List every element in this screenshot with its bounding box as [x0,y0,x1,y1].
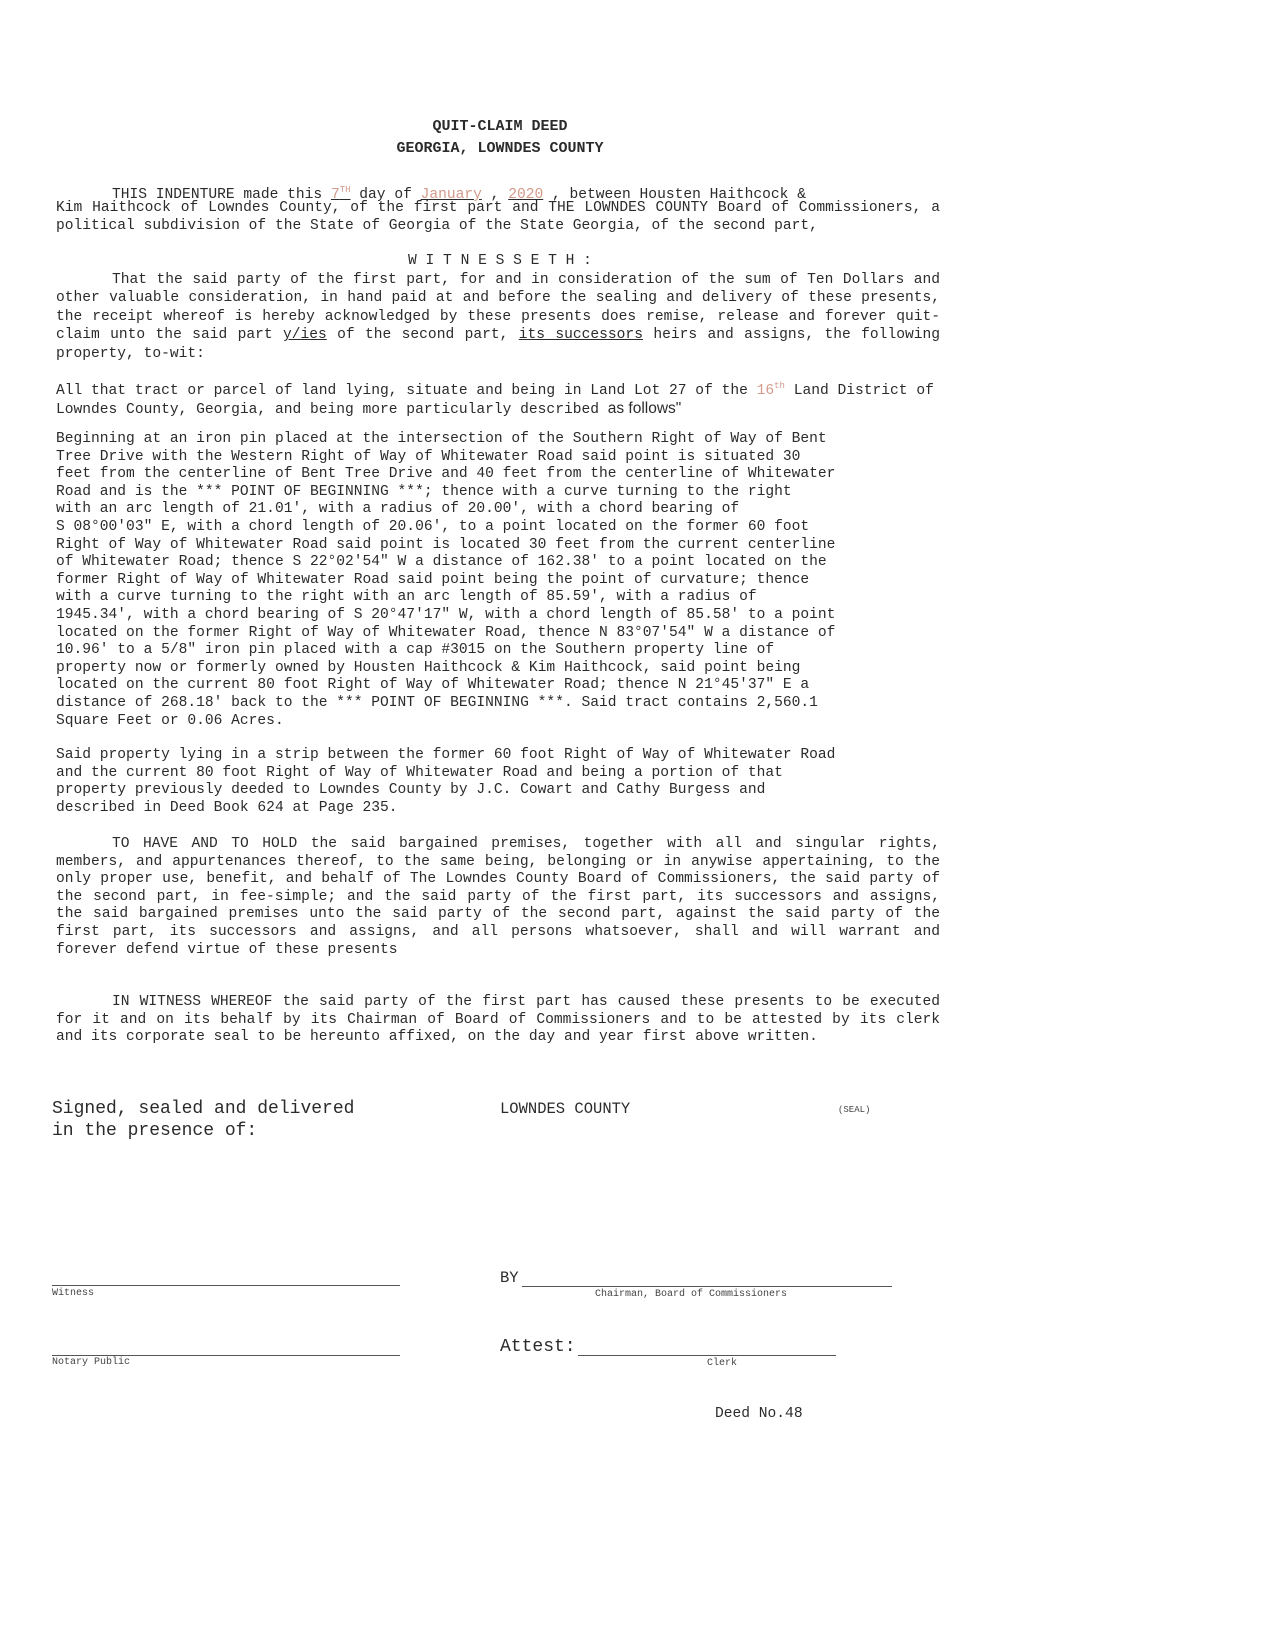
indenture-text-4: , between Housten Haithcock & [543,186,806,203]
seal-label: (SEAL) [838,1105,871,1115]
county-name: LOWNDES COUNTY [500,1100,631,1118]
year-fill: 2020 [508,186,544,203]
party-fill: y/ies [282,327,327,344]
indenture-continuation: Kim Haithcock of Lowndes County, of the first part and THE LOWNDES COUNTY Board of Commissioners, a political subdivision of the State of Georgia of the State Georgia, of the second part, [56,200,949,235]
signed-sealed-line1: Signed, sealed and delivered [52,1099,355,1119]
indenture-text-1: THIS INDENTURE made this [112,186,331,203]
indenture-text-3: , [481,186,509,203]
witness-signature-line [52,1285,400,1286]
signed-sealed-line2: in the presence of: [52,1121,258,1141]
district-sup: th [774,381,785,391]
chairman-signature-line [522,1286,892,1287]
tract-text-1: All that tract or parcel of land lying, situate and being in Land Lot 27 of the [56,382,757,399]
by-label: BY [500,1269,519,1287]
deed-number: Deed No.48 [715,1406,803,1422]
notary-caption: Notary Public [52,1357,131,1368]
consideration-text: That the said party of the first part, for and in consideration of the sum of Ten Dollars and other valuable consideration, in hand paid at and before the sealing and delivery of these presents, the receipt whereof is hereby acknowledged by these presents does remise, release and forever quit-claim unto the said part [56,272,949,344]
clerk-signature-line [578,1355,836,1356]
habendum-paragraph: TO HAVE AND TO HOLD the said bargained premises, together with all and singular rights, members, and appurtenances thereof, to the same being, belonging or in anywise appertaining, to the only proper use, benefit, and behalf of The Lowndes County Board of Commissioners, the said party of the second part, in fee-simple; and the said party of the first part, its successors and assigns, the said bargained premises unto the said party of the second part, against the said party of the first part, its successors and assigns, and all persons whatsoever, shall and will warrant and forever defend virtue of these presents [56,836,949,958]
strip-paragraph: Said property lying in a strip between the former 60 foot Right of Way of Whitewater Road and the current 80 foot Right of Way of Whitewater Road and being a portion of that property previously deeded to Lowndes County by J.C. Cowart and Cathy Burgess and described in Deed Book 624 at Page 235. [56,747,836,816]
district-fill: 16 [756,382,775,399]
chairman-caption: Chairman, Board of Commissioners [595,1289,788,1300]
day-sup: TH [339,185,351,195]
successors-fill: its successors [518,327,643,344]
witness-caption: Witness [52,1288,95,1299]
month-fill: January [420,186,482,203]
indenture-text-2: day of [350,186,421,203]
clerk-caption: Clerk [707,1358,738,1369]
tract-text-2: Land District of Lowndes County, Georgia, and being more particularly described [56,382,943,419]
notary-signature-line [52,1355,400,1356]
attest-label: Attest: [500,1337,576,1357]
tract-paragraph [56,377,943,420]
consideration-text-3: heirs and assigns, the following property, to-wit: [56,327,949,362]
legal-description: Beginning at an iron pin placed at the intersection of the Southern Right of Way of Bent Tree Drive with the Western Right of Way of Whitewater Road said point is situated 30 feet from the centerline of Bent Tree Drive and 40 feet from the centerline of Whitewater Road and is the *** POINT OF BEGINNING ***; thence with a curve turning to the right with an arc length of 21.01', with a radius of 20.00', with a chord bearing of S 08°00'03" E, with a chord length of 20.06', to a point located on the former 60 foot Right of Way of Whitewater Road said point is located 30 feet from the current centerline of Whitewater Road; thence S 22°02'54" W a distance of 162.38' to a point located on the former Right of Way of Whitewater Road said point being the point of curvature; thence with a curve turning to the right with an arc length of 85.59', with a radius of 1945.34', with a chord bearing of S 20°47'17" W, with a chord length of 85.58' to a point located on the former Right of Way of Whitewater Road, thence N 83°07'54" W a distance of 10.96' to a 5/8" iron pin placed with a cap #3015 on the Southern property line of property now or formerly owned by Housten Haithcock & Kim Haithcock, said point being located on the current 80 foot Right of Way of Whitewater Road; thence N 21°45'37" E a distance of 268.18' back to the *** POINT OF BEGINNING ***. Said tract contains 2,560.1 Square Feet or 0.06 Acres. [56,431,836,729]
deed-title: QUIT-CLAIM DEED [432,118,568,135]
witness-whereof-paragraph: IN WITNESS WHEREOF the said party of the first part has caused these presents to be executed for it and on its behalf by its Chairman of Board of Commissioners and to be attested by its clerk and its corporate seal to be hereunto affixed, on the day and year first above written. [56,994,949,1046]
consideration-paragraph [56,271,949,363]
witnesseth-heading: W I T N E S S E T H : [408,253,592,269]
deed-subtitle: GEORGIA, LOWNDES COUNTY [396,140,604,157]
consideration-text-2: of the second part, [326,327,519,344]
day-fill: 7 [330,186,340,203]
tract-text-3: as follows" [607,400,682,418]
